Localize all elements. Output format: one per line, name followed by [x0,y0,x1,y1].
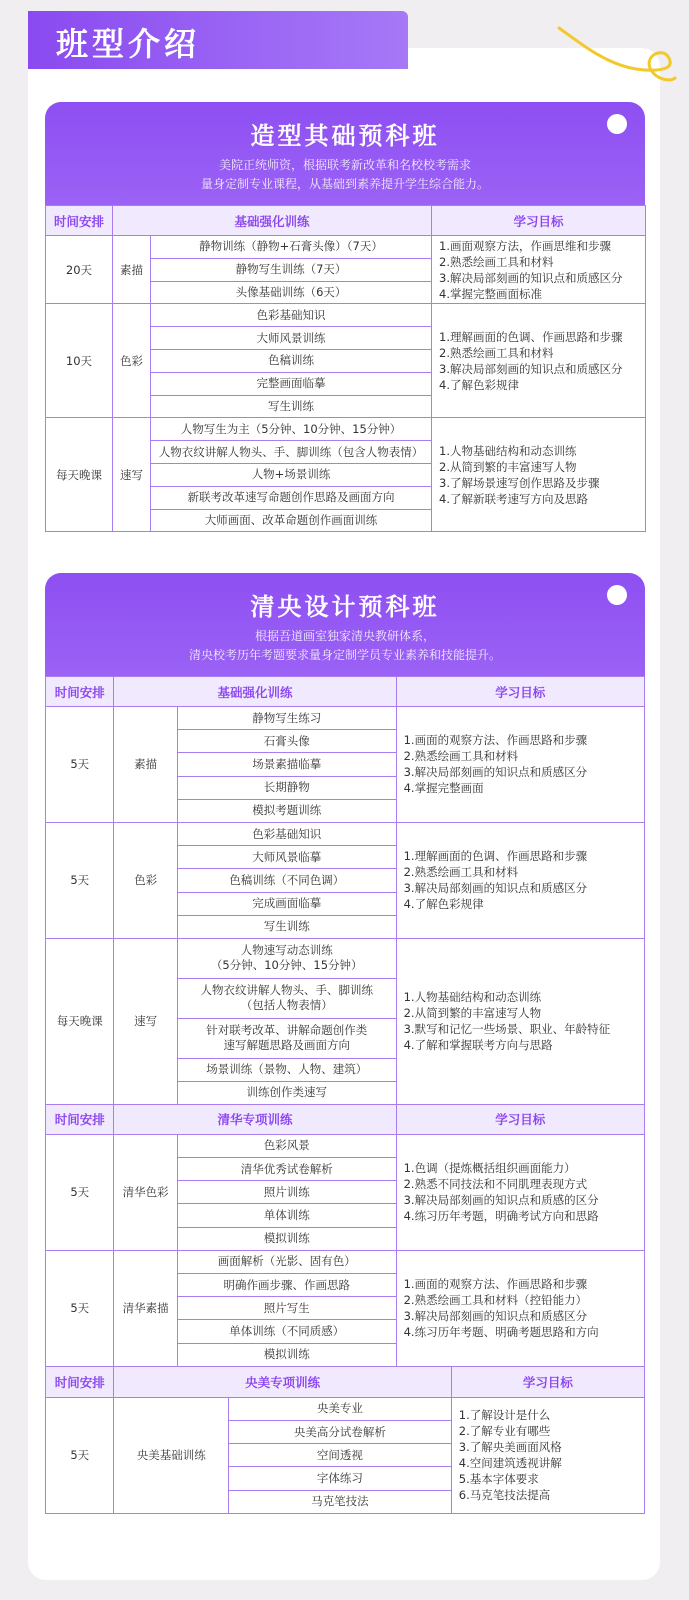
training-item [177,1158,396,1181]
goal-line: 3.解决局部刻画的知识点和质感的区分 [403,1193,599,1208]
goal-cell [432,236,646,304]
training-item-line: 单体训练（不同质感） [229,1323,345,1338]
goal-line: 4.了解和掌握联考方向与思路 [403,1038,553,1053]
training-item-line: 人物衣纹讲解人物头、手、脚训练 [200,983,373,998]
training-item [177,1320,396,1343]
section-title: 清央设计预科班 [250,593,440,621]
table-row [46,236,646,259]
goal-line: 3.解决局部刻画的知识点和质感区分 [439,270,623,285]
training-item [151,463,432,486]
goal-line: 4.练习历年考题，明确考试方向和思路 [403,1209,599,1224]
header-time: 时间安排 [46,677,114,707]
goal-line: 2.熟悉不同技法和不同肌理表现方式 [403,1177,588,1192]
training-item [151,258,432,281]
section-header [45,573,645,676]
training-item [177,822,396,845]
dot-icon [607,114,627,134]
training-item-line: 头像基础训练（6天） [235,284,347,299]
training-item-line: 大师风景训练 [256,330,326,345]
goal-cell [396,822,644,938]
time-cell: 20天 [46,236,113,304]
time-cell: 5天 [46,1250,114,1366]
time-cell: 5天 [46,707,114,823]
training-item-line: 画面解析（光影、固有色） [217,1254,356,1269]
training-item-line: 模拟训练 [263,1231,310,1246]
table-header-row [46,1104,645,1134]
section-description-line: 清央校考历年考题要求量身定制学员专业素养和技能提升。 [188,648,501,662]
training-item-line: 人物速写动态训练 [240,943,333,958]
table-row [46,707,645,730]
training-item [177,1297,396,1320]
header-goal: 学习目标 [432,206,646,236]
training-item [177,776,396,799]
goal-line: 1.理解画面的色调、作画思路和步骤 [403,849,588,864]
section-description-line: 美院正统师资，根据联考新改革和名校校考需求 [218,158,471,172]
training-item [177,799,396,822]
training-item [177,1274,396,1297]
training-item [151,349,432,372]
training-item [177,1227,396,1250]
goal-line: 2.了解专业有哪些 [458,1424,551,1439]
schedule-table [45,676,645,1367]
course-section-design [45,573,645,1514]
training-item [177,1204,396,1227]
section-description-line: 量身定制专业课程，从基础到素养提升学生综合能力。 [200,177,489,191]
squiggle-decoration-icon [547,18,677,88]
dot-icon [607,585,627,605]
goal-line: 1.色调（提炼概括组织画面能力） [403,1161,576,1176]
training-item-line: 大师画面、改革命题创作画面训练 [204,512,378,527]
table-header-row [46,206,646,236]
header-time: 时间安排 [46,1104,114,1134]
training-item-line: 色彩基础知识 [252,826,322,841]
goal-cell [396,938,644,1104]
goal-line: 2.熟悉绘画工具和材料 [439,254,554,269]
training-item-line: 新联考改革速写命题创作思路及画面方向 [187,490,395,505]
subject-cell: 清华素描 [114,1250,177,1366]
training-item [177,1134,396,1157]
training-item [228,1444,451,1467]
training-item [151,327,432,350]
subject-cell: 速写 [114,938,177,1104]
training-item-line: 色彩基础知识 [256,307,326,322]
training-item [151,418,432,441]
section-title: 造型其础预科班 [250,122,440,150]
goal-cell [396,1134,644,1250]
goal-line: 5.基本字体要求 [458,1472,539,1487]
goal-line: 4.了解新联考速写方向及思路 [439,491,588,506]
training-item-line: 照片写生 [263,1300,310,1315]
training-item-line: 色彩风景 [263,1138,310,1153]
training-item-line: 马克笔技法 [311,1494,369,1509]
training-item [177,915,396,938]
training-item [151,281,432,304]
goal-line: 6.马克笔技法提高 [458,1488,551,1503]
training-item [177,846,396,869]
schedule-table [45,205,646,532]
training-item-line: 训练创作类速写 [246,1085,327,1100]
training-item-line: 静物写生练习 [252,710,322,725]
training-item-line: 人物写生为主（5分钟、10分钟、15分钟） [180,421,402,436]
training-item [177,892,396,915]
page-title: 班型介绍 [28,11,408,69]
training-item [228,1397,451,1420]
training-item [151,395,432,418]
course-section-foundation [45,102,645,532]
subject-cell: 素描 [114,707,177,823]
training-item-line: 针对联考改革、讲解命题创作类 [206,1023,368,1038]
training-item-line: 央美高分试卷解析 [293,1424,386,1439]
goal-line: 2.从简到繁的丰富速写人物 [403,1006,542,1021]
goal-line: 1.人物基础结构和动态训练 [439,443,577,458]
table-row [46,1134,645,1157]
goal-line: 1.画面的观察方法、作画思路和步骤 [403,1277,588,1292]
subject-cell: 央美基础训练 [114,1397,228,1513]
training-item [177,978,396,1018]
training-item [228,1490,451,1513]
training-item-line: 场景素描临摹 [252,756,322,771]
header-training: 基础强化训练 [114,677,396,707]
table-header-row [46,677,645,707]
training-item-line: 完整画面临摹 [256,376,326,391]
table-header-row [46,1366,645,1397]
schedule-table [45,1366,645,1514]
goal-cell [396,1250,644,1366]
training-item-line: 静物训练（静物+石膏头像）（7天） [199,239,383,254]
training-item [151,509,432,532]
training-item [177,707,396,730]
training-item-line: 色稿训练（不同色调） [229,872,345,887]
table-row [46,1250,645,1273]
goal-line: 3.解决局部刻画的知识点和质感区分 [403,765,588,780]
training-item-line: 明确作画步骤、作画思路 [223,1277,350,1292]
header-time: 时间安排 [46,1366,114,1397]
training-item [151,304,432,327]
training-item [177,1250,396,1273]
training-item-line: 完成画面临摹 [252,896,322,911]
training-item-line: 模拟考题训练 [252,803,322,818]
subject-cell: 速写 [113,418,151,532]
goal-line: 3.解决局部刻画的知识点和质感区分 [439,361,623,376]
training-item-line: 单体训练 [263,1208,310,1223]
goal-line: 4.了解色彩规律 [403,897,484,912]
header-goal: 学习目标 [396,1104,644,1134]
training-item-line: 写生训练 [263,919,310,934]
training-item [151,486,432,509]
time-cell: 10天 [46,304,113,418]
goal-cell [432,304,646,418]
goal-line: 2.从简到繁的丰富速写人物 [439,459,577,474]
training-item-line: 速写解题思路及画面方向 [223,1038,350,1053]
training-item [177,753,396,776]
training-item-line: 人物衣纹讲解人物头、手、脚训练（包含人物表情） [158,444,424,459]
header-goal: 学习目标 [451,1366,644,1397]
training-item [177,1058,396,1081]
goal-line: 4.掌握完整画面标准 [439,286,542,301]
training-item [151,441,432,464]
training-item-line: 央美专业 [316,1401,363,1416]
goal-line: 4.了解色彩规律 [439,377,519,392]
training-item [177,1343,396,1366]
goal-line: 1.理解画面的色调、作画思路和步骤 [439,329,623,344]
subject-cell: 色彩 [114,822,177,938]
table-row [46,938,645,978]
goal-line: 2.熟悉绘画工具和材料（控铅能力） [403,1293,588,1308]
section-description-line: 根据吾道画室独家清央教研体系， [254,629,435,643]
time-cell: 5天 [46,1397,114,1513]
training-item [228,1420,451,1443]
goal-line: 2.熟悉绘画工具和材料 [403,865,519,880]
subject-cell: 素描 [113,236,151,304]
training-item-line: 模拟训练 [263,1347,310,1362]
header-training: 清华专项训练 [114,1104,396,1134]
training-item-line: 空间透视 [316,1447,363,1462]
training-item-line: 人物+场景训练 [251,467,331,482]
time-cell: 每天晚课 [46,938,114,1104]
table-row [46,304,646,327]
subject-cell: 清华色彩 [114,1134,177,1250]
training-item-line: 石膏头像 [263,733,310,748]
training-item-line: 大师风景临摹 [252,849,322,864]
goal-line: 3.解决局部刻画的知识点和质感区分 [403,1309,588,1324]
training-item [177,1018,396,1058]
training-item-line: 场景训练（景物、人物、建筑） [206,1062,368,1077]
goal-cell [451,1397,644,1513]
goal-cell [432,418,646,532]
training-item-line: （5分钟、10分钟、15分钟） [210,958,363,973]
goal-line: 2.熟悉绘画工具和材料 [439,345,554,360]
table-row [46,418,646,441]
training-item-line: 写生训练 [268,398,314,413]
goal-cell [396,707,644,823]
section-header [45,102,645,205]
goal-line: 3.了解央美画面风格 [458,1440,562,1455]
time-cell: 5天 [46,822,114,938]
time-cell: 每天晚课 [46,418,113,532]
header-training: 基础强化训练 [113,206,432,236]
training-item-line: （包括人物表情） [240,998,333,1013]
goal-line: 1.画面观察方法，作画思维和步骤 [439,238,611,253]
table-row [46,1397,645,1420]
training-item-line: 字体练习 [316,1470,363,1485]
training-item [177,730,396,753]
training-item [177,869,396,892]
training-item-line: 色稿训练 [268,353,314,368]
goal-line: 4.练习历年考题、明确考题思路和方向 [403,1325,599,1340]
subject-cell: 色彩 [113,304,151,418]
goal-line: 2.熟悉绘画工具和材料 [403,749,519,764]
training-item [177,1181,396,1204]
training-item [177,1081,396,1104]
training-item-line: 清华优秀试卷解析 [240,1161,333,1176]
training-item [151,372,432,395]
header-time: 时间安排 [46,206,113,236]
time-cell: 5天 [46,1134,114,1250]
goal-line: 1.画面的观察方法、作画思路和步骤 [403,733,588,748]
goal-line: 1.人物基础结构和动态训练 [403,990,542,1005]
goal-line: 3.了解场景速写创作思路及步骤 [439,475,600,490]
header-training: 央美专项训练 [114,1366,451,1397]
goal-line: 4.空间建筑透视讲解 [458,1456,562,1471]
training-item-line: 静物写生训练（7天） [235,262,347,277]
training-item-line: 长期静物 [263,780,310,795]
goal-line: 1.了解设计是什么 [458,1408,551,1423]
goal-line: 3.默写和记忆一些场景、职业、年龄特征 [403,1022,611,1037]
table-row [46,822,645,845]
goal-line: 3.解决局部刻画的知识点和质感区分 [403,881,588,896]
training-item-line: 照片训练 [263,1184,310,1199]
training-item [228,1467,451,1490]
training-item [151,236,432,259]
training-item [177,938,396,978]
header-goal: 学习目标 [396,677,644,707]
goal-line: 4.掌握完整画面 [403,781,484,796]
